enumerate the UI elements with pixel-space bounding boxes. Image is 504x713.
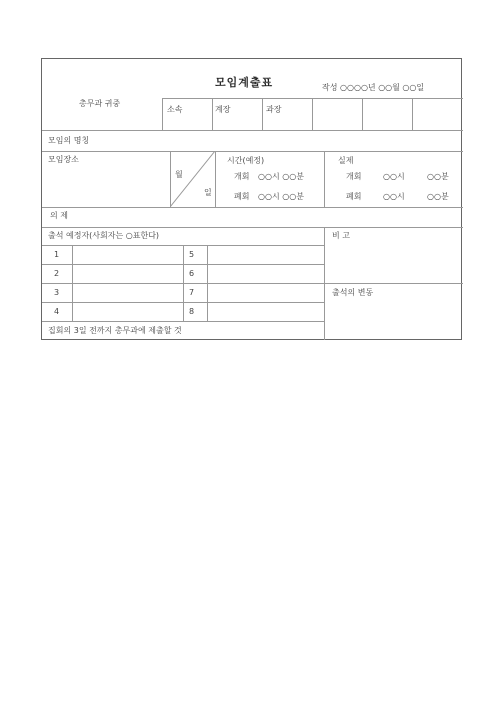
place-label: 모임장소 (48, 155, 79, 164)
meeting-name-label: 모임의 명칭 (48, 136, 90, 145)
attendee-number: 5 (189, 250, 195, 259)
day-label: 일 (204, 188, 212, 197)
attendee-number: 7 (189, 288, 195, 297)
footer-note: 집회의 3일 전까지 총무과에 제출할 것 (48, 326, 182, 335)
actual-close-hour: ○○시 (383, 192, 405, 201)
remarks-label: 비 고 (332, 231, 350, 240)
meeting-notification-form (41, 58, 462, 340)
approval-divider (262, 98, 263, 130)
actual-close-label: 폐회 (346, 192, 362, 201)
approval-divider (312, 98, 313, 130)
actual-time-label: 실제 (338, 156, 354, 165)
attendee-col-divider (72, 245, 73, 321)
dept-chief-label: 총무과 귀중 (79, 99, 121, 108)
place-divider (215, 151, 216, 207)
agenda-label: 의 제 (50, 211, 68, 220)
row-divider (42, 283, 463, 284)
actual-close-minute: ○○분 (427, 192, 449, 201)
row-divider (42, 130, 463, 131)
attendee-number: 2 (54, 269, 60, 278)
attendee-number: 4 (54, 307, 60, 316)
attendee-number: 8 (189, 307, 195, 316)
form-title: 모임계출표 (215, 76, 274, 89)
approval-divider (362, 98, 363, 130)
row-divider (42, 151, 463, 152)
month-label: 월 (175, 170, 183, 179)
approval-divider (162, 98, 163, 130)
date-line: 작성 ○○○○년 ○○월 ○○일 (322, 83, 425, 92)
attendee-number: 6 (189, 269, 195, 278)
actual-open-minute: ○○분 (427, 172, 449, 181)
director-label: 과장 (266, 105, 282, 114)
manager-label: 계장 (215, 105, 231, 114)
attendee-col-divider (207, 245, 208, 321)
planned-time-label: 시간(예정) (227, 156, 265, 165)
actual-open-hour: ○○시 (383, 172, 405, 181)
actual-open-label: 개회 (346, 172, 362, 181)
attendee-number: 1 (54, 250, 60, 259)
belong-label: 소속 (167, 105, 183, 114)
row-divider (42, 227, 463, 228)
attendee-number: 3 (54, 288, 60, 297)
approval-divider (412, 98, 413, 130)
row-divider (42, 321, 324, 322)
planned-open-value: ○○시 ○○분 (258, 172, 304, 181)
planned-open-label: 개회 (234, 172, 250, 181)
attendees-label: 출석 예정자(사회자는 ○표한다) (48, 231, 160, 240)
row-divider (42, 207, 463, 208)
attendance-change-label: 출석의 변동 (332, 288, 374, 297)
attendee-col-divider (183, 245, 184, 321)
approval-divider (212, 98, 213, 130)
planned-close-value: ○○시 ○○분 (258, 192, 304, 201)
remarks-divider (324, 227, 325, 340)
place-divider (324, 151, 325, 207)
planned-close-label: 폐회 (234, 192, 250, 201)
